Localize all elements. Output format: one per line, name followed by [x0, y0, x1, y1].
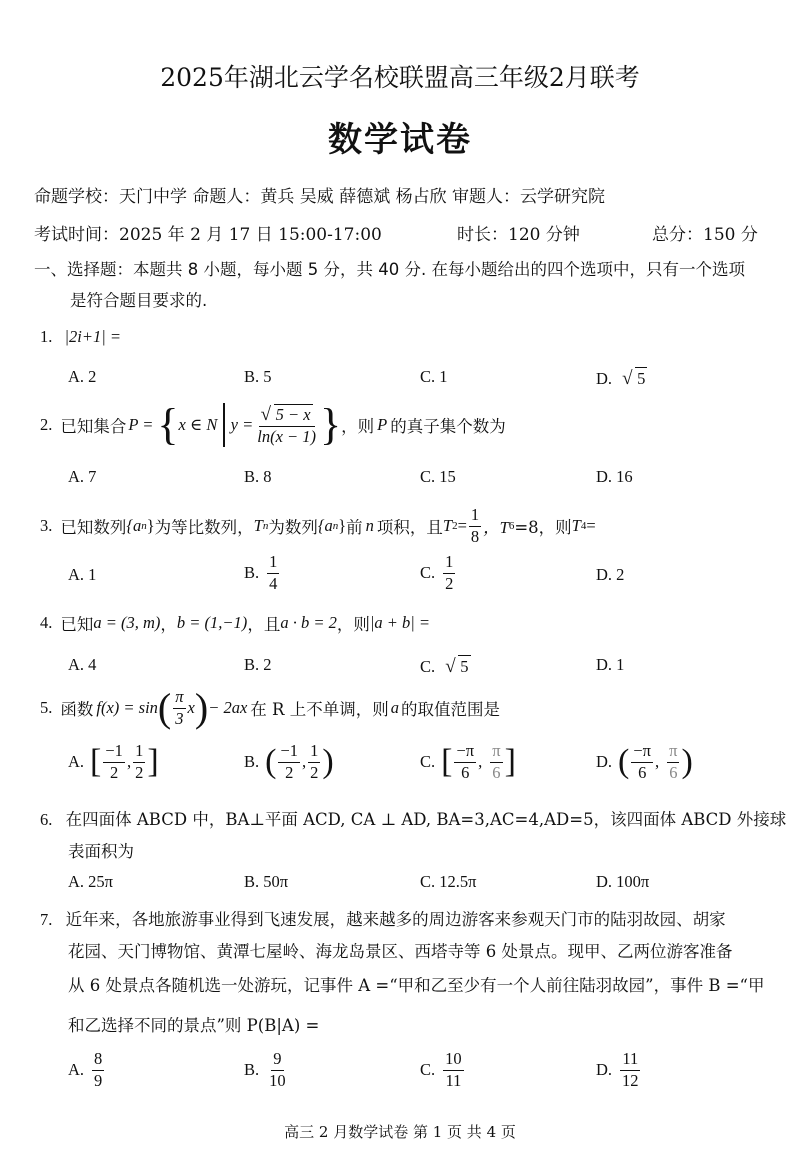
q2-fraction: √ 5 − x ln(x − 1) — [257, 403, 317, 446]
q6-option-d: D. 100π — [596, 872, 650, 891]
q3-t2-fraction: $\frac{1}{8}$ — [470, 505, 480, 546]
q6-line1: 在四面体 ABCD 中，BA⊥平面 ACD, CA ⊥ AD, BA=3,AC=4,AD=5，该四面体 ABCD 外接球 — [65, 810, 787, 829]
q4-option-b: B. 2 — [244, 655, 272, 674]
q6-line2: 表面积为 — [68, 842, 134, 861]
question-6 — [40, 806, 786, 830]
section1-heading: 一、选择题：本题共 8 小题，每小题 5 分，共 40 分. 在每小题给出的四个选项中，只有一个选项 — [34, 260, 745, 279]
q2-set-lhs: P = — [128, 415, 154, 434]
set-divider — [223, 403, 224, 447]
exam-title: 2025年湖北云学名校联盟高三年级2月联考 — [160, 63, 640, 92]
page-footer: 高三 2 月数学试卷 第 1 页 共 4 页 — [284, 1123, 516, 1141]
vector-sum-abs: |a + b| = — [369, 613, 431, 632]
q2-sqrt-body: 5 − x — [275, 404, 311, 424]
subject-title: 数学试卷 — [328, 120, 472, 160]
exam-info-duration: 时长：120 分钟 — [457, 225, 580, 245]
section1-heading-cont: 是符合题目要求的. — [70, 291, 208, 310]
q3-option-d: D. 2 — [596, 565, 625, 584]
exam-info-time: 考试时间：2025 年 2 月 17 日 15:00-17:00 — [34, 225, 382, 245]
q7-option-d: D. $\frac{11}{12}$ — [596, 1049, 639, 1090]
question-5: 5. 函数 f(x) = sin ( $\frac{\pi}{3}$ x ) − 2ax 在 R 上不单调，则 a 的取值范围是 — [40, 685, 500, 731]
question-7 — [40, 906, 726, 930]
q5-option-a: A. [ $\frac{-1}{2}$ , $\frac{1}{2}$ ] — [68, 741, 159, 782]
q3-option-b: B. $\frac{1}{4}$ — [244, 552, 278, 593]
q6-option-b: B. 50π — [244, 872, 289, 891]
q7-option-b: B. $\frac{9}{10}$ — [244, 1049, 286, 1090]
question-2: 2. 已知集合 P = { x ∈ N y = √ 5 − x ln(x − 1) } ，则 P 的真子集个数为 — [40, 400, 506, 449]
q1-option-b: B. 5 — [244, 367, 272, 386]
q7-line1: 近年来，各地旅游事业得到飞速发展，越来越多的周边游客来参观天门市的陆羽故园、胡家 — [65, 910, 726, 929]
q2-option-a: A. 7 — [68, 467, 97, 486]
q2-cond-x: x ∈ N — [178, 415, 218, 434]
q2-option-d: D. 16 — [596, 467, 633, 486]
q2-suffix-pre: ，则 — [341, 417, 375, 436]
q6-option-a: A. 25π — [68, 872, 113, 891]
q3-option-a: A. 1 — [68, 565, 97, 584]
q5-option-b: B. ( $\frac{-1}{2}$ , $\frac{1}{2}$ ) — [244, 741, 334, 782]
q7-option-a: A. $\frac{8}{9}$ — [68, 1049, 103, 1090]
sqrt-expression: √ 5 — [622, 368, 646, 389]
vector-a: a = (3, m) — [93, 613, 161, 632]
q5-option-d: D. ( $\frac{-\pi}{6}$ , $\frac{\pi}{6}$ ) — [596, 741, 693, 782]
question-stem: |2i+1| = — [64, 327, 122, 346]
q2-cond-y: y = — [230, 415, 254, 434]
question-4: 4. 已知 a = (3, m) ， b = (1,−1) ，且 a · b = 2 ，则 |a + b| = — [40, 613, 431, 634]
question-number: 1. — [40, 327, 53, 346]
question-number: 7. — [40, 910, 53, 929]
option-label: D. — [596, 369, 613, 388]
q1-option-a: A. 2 — [68, 367, 97, 386]
q2-suffix-var: P — [377, 415, 388, 434]
q5-option-c: C. [ $\frac{-\pi}{6}$ , $\frac{\pi}{6}$ ] — [420, 741, 516, 782]
q1-option-c: C. 1 — [420, 367, 448, 386]
q3-option-c: C. $\frac{1}{2}$ — [420, 552, 454, 593]
q6-option-c: C. 12.5π — [420, 872, 477, 891]
exam-info-authors: 命题学校：天门中学 命题人：黄兵 吴威 薛德斌 杨占欣 审题人：云学研究院 — [34, 187, 606, 207]
sqrt-radicand: 5 — [637, 369, 646, 388]
q4-option-c: C. √ 5 — [420, 656, 469, 677]
question-number: 2. — [40, 415, 53, 434]
q2-prefix: 已知集合 — [60, 417, 127, 436]
dot-product: a · b = 2 — [280, 613, 337, 632]
q2-option-c: C. 15 — [420, 467, 456, 486]
q7-line2: 花园、天门博物馆、黄潭七屋岭、海龙岛景区、西塔寺等 6 处景点。现甲、乙两位游客准备 — [68, 942, 733, 961]
vector-b: b = (1,−1) — [176, 613, 248, 632]
question-3: 3. 已知数列 {a n } 为等比数列， T n 为数列 {a n } 前 n 项积，且 T 2 = $\frac{1}{8}$ ，T 6 =8，则 T 4 = — [40, 505, 596, 546]
exam-info-score: 总分：150 分 — [652, 225, 758, 245]
q2-suffix-post: 的真子集个数为 — [390, 417, 506, 436]
q2-option-b: B. 8 — [244, 467, 272, 486]
question-number: 4. — [40, 613, 53, 632]
q4-option-a: A. 4 — [68, 655, 97, 674]
q7-line3: 从 6 处景点各随机选一处游玩，记事件 A =“甲和乙至少有一个人前往陆羽故园”，事件 B =“甲 — [68, 976, 765, 995]
question-number: 6. — [40, 810, 53, 829]
question-number: 5. — [40, 698, 53, 718]
q7-line4: 和乙选择不同的景点”则 P(B|A) = — [68, 1016, 320, 1035]
q4-option-d: D. 1 — [596, 655, 625, 674]
q1-option-d — [596, 367, 647, 389]
question-1 — [40, 327, 121, 347]
question-number: 3. — [40, 516, 53, 536]
q7-option-c: C. $\frac{10}{11}$ — [420, 1049, 462, 1090]
q2-denominator: ln(x − 1) — [257, 426, 317, 446]
